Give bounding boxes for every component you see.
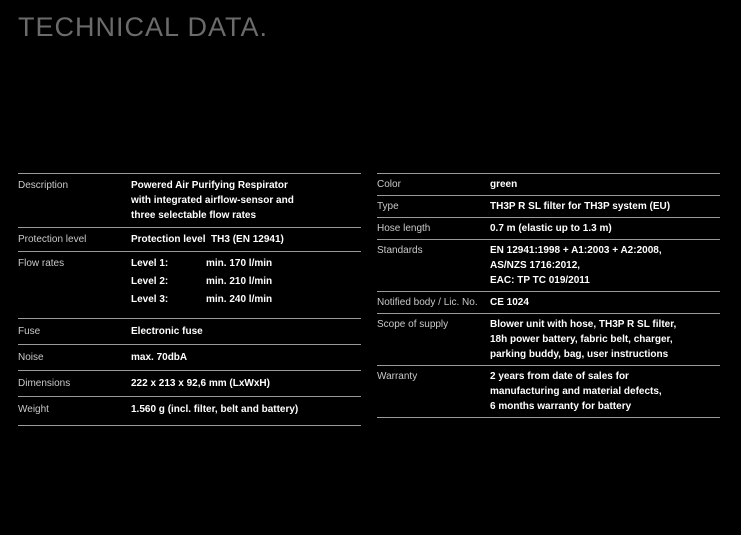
value-line: Blower unit with hose, TH3P R SL filter, [490,319,677,330]
label-fuse: Fuse [18,326,41,337]
value-warranty [490,369,720,414]
row-dimensions [18,370,361,396]
label-flow-rates: Flow rates [18,258,65,269]
value-notified-body: CE 1024 [490,297,529,308]
value-description [131,178,361,223]
label-color: Color [377,179,401,190]
row-hose-length [377,217,720,239]
row-description [18,173,361,227]
flow-level-2 [131,274,361,289]
value-standards [490,243,720,288]
row-type [377,195,720,217]
value-noise: max. 70dbA [131,352,188,363]
value-hose-length: 0.7 m (elastic up to 1.3 m) [490,223,612,234]
row-protection-level [18,227,361,251]
value-scope-of-supply [490,317,720,362]
label-line: Lic. No. [443,297,478,308]
value-line: manufacturing and material defects, [490,386,662,397]
row-scope-of-supply [377,313,720,365]
flow-level-name: Level 3: [131,294,169,305]
row-flow-rates [18,251,361,318]
value-line: EN 12941:1998 + A1:2003 + A2:2008, [490,245,662,256]
label-protection-level: Protection level [18,234,87,245]
label-description: Description [18,180,69,191]
value-line: Powered Air Purifying Respirator [131,180,288,191]
flow-level-value: min. 170 l/min [206,258,273,269]
value-line: parking buddy, bag, user instructions [490,349,669,360]
label-dimensions: Dimensions [18,378,71,389]
value-fuse: Electronic fuse [131,326,203,337]
label-standards: Standards [377,245,423,256]
label-line: Notified body / [377,297,441,308]
value-line: with integrated airflow-sensor and [131,195,294,206]
label-hose-length: Hose length [377,223,431,234]
label-weight: Weight [18,404,49,415]
flow-level-value: min. 240 l/min [206,294,273,305]
row-noise [18,344,361,370]
value-color: green [490,179,518,190]
flow-level-name: Level 1: [131,258,169,269]
spec-table-left [18,173,361,426]
page-title: TECHNICAL DATA. [18,12,269,42]
label-notified-body [377,295,490,310]
value-line: three selectable flow rates [131,210,257,221]
value-weight: 1.560 g (incl. filter, belt and battery) [131,404,299,415]
value-line: AS/NZS 1716:2012, [490,260,581,271]
label-noise: Noise [18,352,44,363]
flow-level-1 [131,256,361,271]
value-line: 6 months warranty for battery [490,401,632,412]
value-type: TH3P R SL filter for TH3P system (EU) [490,201,671,212]
value-line: 2 years from date of sales for [490,371,629,382]
row-weight [18,396,361,425]
label-scope-of-supply: Scope of supply [377,319,449,330]
value-flow-rates [131,256,361,307]
value-protection-level: Protection level TH3 (EN 12941) [131,234,284,245]
row-notified-body [377,291,720,313]
row-fuse [18,318,361,344]
flow-level-3 [131,292,361,307]
label-type: Type [377,201,399,212]
row-warranty [377,365,720,417]
value-line: 18h power battery, fabric belt, charger, [490,334,673,345]
flow-level-name: Level 2: [131,276,169,287]
value-dimensions: 222 x 213 x 92,6 mm (LxWxH) [131,378,270,389]
row-standards [377,239,720,291]
row-color [377,173,720,195]
flow-level-value: min. 210 l/min [206,276,273,287]
value-line: EAC: TP TC 019/2011 [490,275,590,286]
label-warranty: Warranty [377,371,418,382]
spec-table-right [377,173,720,418]
